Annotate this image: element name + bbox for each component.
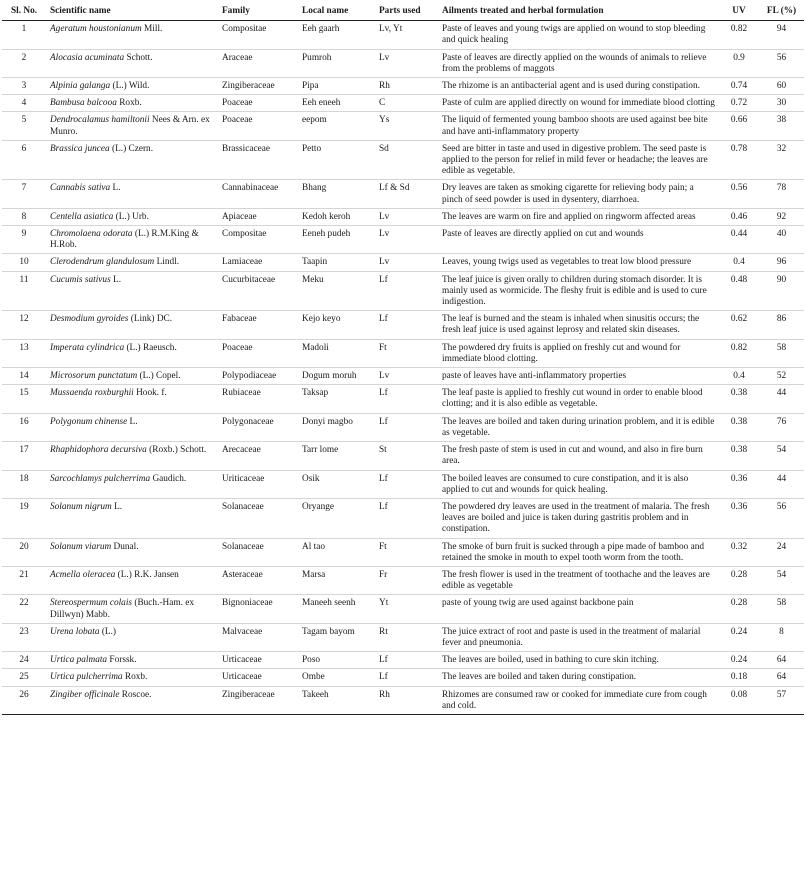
cell-uv: 0.74 bbox=[719, 78, 759, 95]
cell-sl-no: 4 bbox=[2, 95, 46, 112]
cell-fl: 44 bbox=[759, 470, 804, 498]
cell-parts-used: Lf bbox=[375, 271, 438, 311]
genus-species: Urtica palmata bbox=[50, 655, 108, 666]
cell-scientific-name bbox=[46, 339, 218, 367]
cell-parts-used: Rt bbox=[375, 623, 438, 651]
cell-sl-no: 15 bbox=[2, 385, 46, 413]
cell-fl: 78 bbox=[759, 180, 804, 208]
cell-local-name: Eeneh pudeh bbox=[298, 226, 375, 254]
genus-species: Dendrocalamus hamiltonii bbox=[50, 115, 150, 126]
table-row bbox=[2, 566, 804, 594]
cell-family: Urticaceae bbox=[218, 669, 298, 686]
genus-species: Sarcochlamys pulcherrima bbox=[50, 473, 151, 484]
cell-parts-used: Lf & Sd bbox=[375, 180, 438, 208]
cell-family: Polygonaceae bbox=[218, 413, 298, 441]
table-row bbox=[2, 538, 804, 566]
cell-scientific-name bbox=[46, 413, 218, 441]
cell-scientific-name bbox=[46, 669, 218, 686]
author-citation: L. bbox=[129, 416, 138, 427]
cell-scientific-name bbox=[46, 385, 218, 413]
author-citation: Roxb. bbox=[124, 672, 148, 683]
cell-sl-no: 14 bbox=[2, 368, 46, 385]
cell-family: Compositae bbox=[218, 226, 298, 254]
genus-species: Clerodendrum glandulosum bbox=[50, 257, 155, 268]
genus-species: Alpinia galanga bbox=[50, 81, 111, 92]
table-row bbox=[2, 21, 804, 49]
cell-parts-used: Sd bbox=[375, 140, 438, 180]
cell-scientific-name bbox=[46, 112, 218, 140]
header-family: Family bbox=[218, 4, 298, 21]
author-citation: L. bbox=[112, 183, 121, 194]
cell-sl-no: 8 bbox=[2, 208, 46, 225]
cell-scientific-name bbox=[46, 686, 218, 714]
author-citation: (L.) Copel. bbox=[139, 371, 181, 382]
cell-parts-used: Lv bbox=[375, 226, 438, 254]
cell-ailments: Paste of leaves are directly applied on cut and wounds bbox=[438, 226, 719, 254]
cell-fl: 60 bbox=[759, 78, 804, 95]
cell-uv: 0.24 bbox=[719, 623, 759, 651]
cell-local-name: Madoli bbox=[298, 339, 375, 367]
cell-scientific-name bbox=[46, 470, 218, 498]
cell-uv: 0.4 bbox=[719, 368, 759, 385]
cell-ailments: Seed are bitter in taste and used in digestive problem. The seed paste is applied to the person for relief in mild fever or headache; the leaves are edible as vegetable. bbox=[438, 140, 719, 180]
cell-local-name: Dogum moruh bbox=[298, 368, 375, 385]
cell-family: Bignoniaceae bbox=[218, 595, 298, 623]
table-row bbox=[2, 208, 804, 225]
cell-parts-used: Lv bbox=[375, 254, 438, 271]
cell-sl-no: 22 bbox=[2, 595, 46, 623]
cell-parts-used: Fr bbox=[375, 566, 438, 594]
cell-family: Solanaceae bbox=[218, 498, 298, 538]
author-citation: Roscoe. bbox=[121, 689, 152, 700]
table-row bbox=[2, 595, 804, 623]
cell-ailments: paste of young twig are used against backbone pain bbox=[438, 595, 719, 623]
cell-scientific-name bbox=[46, 226, 218, 254]
cell-family: Malvaceae bbox=[218, 623, 298, 651]
author-citation: (L.) Urb. bbox=[115, 211, 149, 222]
cell-family: Arecaceae bbox=[218, 442, 298, 470]
cell-ailments: Paste of leaves are directly applied on the wounds of animals to relieve from the problems of maggots bbox=[438, 49, 719, 77]
cell-ailments: The rhizome is an antibacterial agent and is used during constipation. bbox=[438, 78, 719, 95]
cell-scientific-name bbox=[46, 498, 218, 538]
cell-ailments: paste of leaves have anti-inflammatory properties bbox=[438, 368, 719, 385]
cell-sl-no: 11 bbox=[2, 271, 46, 311]
cell-scientific-name bbox=[46, 623, 218, 651]
cell-local-name: Pipa bbox=[298, 78, 375, 95]
cell-ailments: The juice extract of root and paste is used in the treatment of malarial fever and pneumonia. bbox=[438, 623, 719, 651]
cell-scientific-name bbox=[46, 271, 218, 311]
cell-uv: 0.18 bbox=[719, 669, 759, 686]
cell-local-name: Kejo keyo bbox=[298, 311, 375, 339]
author-citation: Dunal. bbox=[113, 541, 139, 552]
cell-local-name: Ombe bbox=[298, 669, 375, 686]
cell-sl-no: 6 bbox=[2, 140, 46, 180]
cell-family: Apiaceae bbox=[218, 208, 298, 225]
cell-fl: 32 bbox=[759, 140, 804, 180]
cell-uv: 0.78 bbox=[719, 140, 759, 180]
header-fl: FL (%) bbox=[759, 4, 804, 21]
cell-family: Cucurbitaceae bbox=[218, 271, 298, 311]
cell-family: Poaceae bbox=[218, 95, 298, 112]
cell-scientific-name bbox=[46, 95, 218, 112]
author-citation: (L.) Czern. bbox=[111, 143, 154, 154]
cell-local-name: Taksap bbox=[298, 385, 375, 413]
cell-scientific-name bbox=[46, 49, 218, 77]
cell-uv: 0.38 bbox=[719, 413, 759, 441]
cell-local-name: eepom bbox=[298, 112, 375, 140]
cell-sl-no: 23 bbox=[2, 623, 46, 651]
cell-uv: 0.28 bbox=[719, 566, 759, 594]
cell-sl-no: 5 bbox=[2, 112, 46, 140]
cell-ailments: The fresh paste of stem is used in cut and wound, and also in fire burn area. bbox=[438, 442, 719, 470]
cell-family: Cannabinaceae bbox=[218, 180, 298, 208]
author-citation: (L.) R.K. Jansen bbox=[117, 569, 179, 580]
cell-family: Fabaceae bbox=[218, 311, 298, 339]
author-citation: Hook. f. bbox=[136, 388, 167, 399]
cell-parts-used: Rh bbox=[375, 78, 438, 95]
genus-species: Urtica pulcherrima bbox=[50, 672, 123, 683]
cell-fl: 76 bbox=[759, 413, 804, 441]
genus-species: Cucumis sativus bbox=[50, 274, 111, 285]
cell-family: Lamiaceae bbox=[218, 254, 298, 271]
cell-ailments: The leaf is burned and the steam is inhaled when sinusitis occurs; the fresh leaf juice is used against leprosy and related skin diseases. bbox=[438, 311, 719, 339]
genus-species: Zingiber officinale bbox=[50, 689, 120, 700]
cell-scientific-name bbox=[46, 21, 218, 49]
cell-ailments: The fresh flower is used in the treatment of toothache and the leaves are edible as vegetable bbox=[438, 566, 719, 594]
cell-local-name: Eeh gaarh bbox=[298, 21, 375, 49]
cell-local-name: Eeh eneeh bbox=[298, 95, 375, 112]
cell-family: Poaceae bbox=[218, 112, 298, 140]
cell-scientific-name bbox=[46, 368, 218, 385]
genus-species: Centella asiatica bbox=[50, 211, 114, 222]
cell-family: Zingiberaceae bbox=[218, 78, 298, 95]
cell-uv: 0.82 bbox=[719, 21, 759, 49]
cell-ailments: Dry leaves are taken as smoking cigarette for relieving body pain; a pinch of seed powder is used in dysentery, diarrhoea. bbox=[438, 180, 719, 208]
cell-parts-used: Lf bbox=[375, 470, 438, 498]
table-row bbox=[2, 180, 804, 208]
table-row bbox=[2, 368, 804, 385]
cell-fl: 44 bbox=[759, 385, 804, 413]
header-ailments: Ailments treated and herbal formulation bbox=[438, 4, 719, 21]
table-row bbox=[2, 112, 804, 140]
author-citation: (L.) bbox=[101, 626, 117, 637]
cell-ailments: The liquid of fermented young bamboo shoots are used against bee bite and have anti-inflammatory property bbox=[438, 112, 719, 140]
cell-uv: 0.66 bbox=[719, 112, 759, 140]
cell-sl-no: 19 bbox=[2, 498, 46, 538]
cell-uv: 0.48 bbox=[719, 271, 759, 311]
genus-species: Ageratum houstonianum bbox=[50, 24, 142, 35]
cell-local-name: Donyi magbo bbox=[298, 413, 375, 441]
header-uv: UV bbox=[719, 4, 759, 21]
cell-scientific-name bbox=[46, 442, 218, 470]
table-row bbox=[2, 413, 804, 441]
table-row bbox=[2, 254, 804, 271]
author-citation: (L.) R.M.King & H.Rob. bbox=[50, 229, 199, 251]
genus-species: Stereospermum colais bbox=[50, 598, 133, 609]
cell-parts-used: C bbox=[375, 95, 438, 112]
table-body bbox=[2, 21, 804, 715]
cell-parts-used: Lv bbox=[375, 208, 438, 225]
genus-species: Polygonum chinense bbox=[50, 416, 128, 427]
cell-uv: 0.4 bbox=[719, 254, 759, 271]
cell-fl: 94 bbox=[759, 21, 804, 49]
author-citation: (Link) DC. bbox=[130, 314, 173, 325]
cell-uv: 0.24 bbox=[719, 652, 759, 669]
author-citation: L. bbox=[113, 274, 122, 285]
cell-fl: 30 bbox=[759, 95, 804, 112]
cell-fl: 90 bbox=[759, 271, 804, 311]
cell-parts-used: Lf bbox=[375, 413, 438, 441]
cell-parts-used: Lv bbox=[375, 49, 438, 77]
header-scientific-name: Scientific name bbox=[46, 4, 218, 21]
cell-parts-used: Ys bbox=[375, 112, 438, 140]
table-row bbox=[2, 385, 804, 413]
cell-scientific-name bbox=[46, 566, 218, 594]
cell-ailments: The leaf paste is applied to freshly cut wound in order to enable blood clotting; and it is also edible as vegetable. bbox=[438, 385, 719, 413]
cell-family: Asteraceae bbox=[218, 566, 298, 594]
cell-parts-used: Lf bbox=[375, 652, 438, 669]
cell-ailments: Paste of culm are applied directly on wound for immediate blood clotting bbox=[438, 95, 719, 112]
genus-species: Chromolaena odorata bbox=[50, 229, 133, 240]
cell-parts-used: Lv bbox=[375, 368, 438, 385]
cell-ailments: The leaves are warm on fire and applied on ringworm affected areas bbox=[438, 208, 719, 225]
cell-sl-no: 20 bbox=[2, 538, 46, 566]
cell-family: Rubiaceae bbox=[218, 385, 298, 413]
cell-uv: 0.9 bbox=[719, 49, 759, 77]
cell-fl: 64 bbox=[759, 669, 804, 686]
cell-fl: 57 bbox=[759, 686, 804, 714]
cell-fl: 52 bbox=[759, 368, 804, 385]
cell-family: Zingiberaceae bbox=[218, 686, 298, 714]
cell-uv: 0.38 bbox=[719, 442, 759, 470]
cell-uv: 0.72 bbox=[719, 95, 759, 112]
table-row bbox=[2, 226, 804, 254]
cell-fl: 8 bbox=[759, 623, 804, 651]
cell-scientific-name bbox=[46, 140, 218, 180]
cell-parts-used: St bbox=[375, 442, 438, 470]
header-parts-used: Parts used bbox=[375, 4, 438, 21]
genus-species: Microsorum punctatum bbox=[50, 371, 138, 382]
cell-local-name: Maneeh seenh bbox=[298, 595, 375, 623]
cell-scientific-name bbox=[46, 180, 218, 208]
cell-sl-no: 25 bbox=[2, 669, 46, 686]
genus-species: Alocasia acuminata bbox=[50, 52, 125, 63]
cell-uv: 0.56 bbox=[719, 180, 759, 208]
cell-uv: 0.36 bbox=[719, 498, 759, 538]
cell-ailments: The leaves are boiled, used in bathing to cure skin itching. bbox=[438, 652, 719, 669]
cell-sl-no: 10 bbox=[2, 254, 46, 271]
cell-sl-no: 13 bbox=[2, 339, 46, 367]
author-citation: Gaudich. bbox=[152, 473, 187, 484]
cell-family: Solanaceae bbox=[218, 538, 298, 566]
cell-fl: 38 bbox=[759, 112, 804, 140]
author-citation: Forssk. bbox=[109, 655, 137, 666]
cell-sl-no: 7 bbox=[2, 180, 46, 208]
cell-sl-no: 26 bbox=[2, 686, 46, 714]
author-citation: Mill. bbox=[144, 24, 163, 35]
cell-family: Brassicaceae bbox=[218, 140, 298, 180]
cell-local-name: Tarr lome bbox=[298, 442, 375, 470]
table-row bbox=[2, 652, 804, 669]
cell-fl: 92 bbox=[759, 208, 804, 225]
cell-sl-no: 12 bbox=[2, 311, 46, 339]
cell-ailments: The powdered dry leaves are used in the treatment of malaria. The fresh leaves are boiled and juice is taken during gastritis problem and in constipation. bbox=[438, 498, 719, 538]
table-row bbox=[2, 311, 804, 339]
cell-fl: 64 bbox=[759, 652, 804, 669]
cell-scientific-name bbox=[46, 595, 218, 623]
cell-ailments: The boiled leaves are consumed to cure constipation, and it is also applied to cut and wounds for quick healing. bbox=[438, 470, 719, 498]
cell-ailments: The leaves are boiled and taken during urination problem, and it is edible as vegetable. bbox=[438, 413, 719, 441]
author-citation: (L.) Wild. bbox=[112, 81, 150, 92]
cell-family: Polypodiaceae bbox=[218, 368, 298, 385]
cell-fl: 56 bbox=[759, 498, 804, 538]
genus-species: Brassica juncea bbox=[50, 143, 110, 154]
cell-sl-no: 17 bbox=[2, 442, 46, 470]
cell-parts-used: Ft bbox=[375, 339, 438, 367]
cell-sl-no: 2 bbox=[2, 49, 46, 77]
genus-species: Mussaenda roxburghii bbox=[50, 388, 134, 399]
cell-local-name: Kedoh keroh bbox=[298, 208, 375, 225]
cell-uv: 0.46 bbox=[719, 208, 759, 225]
header-sl-no: Sl. No. bbox=[2, 4, 46, 21]
table-row bbox=[2, 339, 804, 367]
cell-family: Urticaceae bbox=[218, 652, 298, 669]
cell-uv: 0.32 bbox=[719, 538, 759, 566]
cell-uv: 0.62 bbox=[719, 311, 759, 339]
table-row bbox=[2, 498, 804, 538]
table-row bbox=[2, 470, 804, 498]
cell-sl-no: 3 bbox=[2, 78, 46, 95]
cell-local-name: Poso bbox=[298, 652, 375, 669]
cell-sl-no: 16 bbox=[2, 413, 46, 441]
cell-ailments: The leaf juice is given orally to children during stomach disorder. It is mainly used as wormicide. The fleshy fruit is edible and is used to cure indigestion. bbox=[438, 271, 719, 311]
cell-parts-used: Lv, Yt bbox=[375, 21, 438, 49]
cell-scientific-name bbox=[46, 208, 218, 225]
table-row bbox=[2, 442, 804, 470]
cell-parts-used: Lf bbox=[375, 385, 438, 413]
cell-parts-used: Lf bbox=[375, 311, 438, 339]
cell-parts-used: Lf bbox=[375, 669, 438, 686]
cell-uv: 0.08 bbox=[719, 686, 759, 714]
cell-scientific-name bbox=[46, 254, 218, 271]
cell-ailments: The leaves are boiled and taken during constipation. bbox=[438, 669, 719, 686]
cell-local-name: Takeeh bbox=[298, 686, 375, 714]
cell-sl-no: 9 bbox=[2, 226, 46, 254]
cell-local-name: Petto bbox=[298, 140, 375, 180]
genus-species: Desmodium gyroides bbox=[50, 314, 129, 325]
cell-ailments: Paste of leaves and young twigs are applied on wound to stop bleeding and quick healing bbox=[438, 21, 719, 49]
table-row bbox=[2, 140, 804, 180]
author-citation: (Buch.-Ham. ex Dillwyn) Mabb. bbox=[50, 598, 194, 620]
cell-ailments: Rhizomes are consumed raw or cooked for immediate cure from cough and cold. bbox=[438, 686, 719, 714]
author-citation: (L.) Raeusch. bbox=[126, 342, 177, 353]
author-citation: Nees & Arn. ex Munro. bbox=[50, 115, 210, 137]
cell-family: Uriticaceae bbox=[218, 470, 298, 498]
cell-local-name: Marsa bbox=[298, 566, 375, 594]
genus-species: Imperata cylindrica bbox=[50, 342, 125, 353]
genus-species: Acmella oleracea bbox=[50, 569, 116, 580]
cell-local-name: Taapin bbox=[298, 254, 375, 271]
header-local-name: Local name bbox=[298, 4, 375, 21]
cell-fl: 96 bbox=[759, 254, 804, 271]
cell-fl: 40 bbox=[759, 226, 804, 254]
genus-species: Bambusa balcooa bbox=[50, 98, 117, 109]
cell-fl: 56 bbox=[759, 49, 804, 77]
table-row bbox=[2, 49, 804, 77]
author-citation: Lindl. bbox=[156, 257, 180, 268]
cell-sl-no: 18 bbox=[2, 470, 46, 498]
cell-sl-no: 21 bbox=[2, 566, 46, 594]
cell-local-name: Osik bbox=[298, 470, 375, 498]
cell-parts-used: Rh bbox=[375, 686, 438, 714]
cell-local-name: Oryange bbox=[298, 498, 375, 538]
cell-uv: 0.28 bbox=[719, 595, 759, 623]
cell-sl-no: 1 bbox=[2, 21, 46, 49]
cell-parts-used: Lf bbox=[375, 498, 438, 538]
author-citation: Roxb. bbox=[119, 98, 142, 109]
cell-ailments: The powdered dry fruits is applied on freshly cut and wound for immediate blood clotting. bbox=[438, 339, 719, 367]
cell-parts-used: Yt bbox=[375, 595, 438, 623]
cell-fl: 54 bbox=[759, 566, 804, 594]
cell-ailments: The smoke of burn fruit is sucked through a pipe made of bamboo and retained the smoke in mouth to expel tooth worm from the tooth. bbox=[438, 538, 719, 566]
cell-uv: 0.44 bbox=[719, 226, 759, 254]
author-citation: L. bbox=[114, 501, 123, 512]
cell-family: Araceae bbox=[218, 49, 298, 77]
genus-species: Solanum viarum bbox=[50, 541, 112, 552]
cell-local-name: Pumroh bbox=[298, 49, 375, 77]
cell-family: Compositae bbox=[218, 21, 298, 49]
genus-species: Rhaphidophora decursiva bbox=[50, 445, 147, 456]
cell-uv: 0.82 bbox=[719, 339, 759, 367]
table-row bbox=[2, 78, 804, 95]
table-row bbox=[2, 686, 804, 714]
cell-local-name: Tagam bayom bbox=[298, 623, 375, 651]
cell-ailments: Leaves, young twigs used as vegetables to treat low blood pressure bbox=[438, 254, 719, 271]
cell-scientific-name bbox=[46, 78, 218, 95]
author-citation: (Roxb.) Schott. bbox=[149, 445, 207, 456]
genus-species: Solanum nigrum bbox=[50, 501, 112, 512]
cell-uv: 0.38 bbox=[719, 385, 759, 413]
author-citation: Schott. bbox=[126, 52, 153, 63]
table-header-row bbox=[2, 4, 804, 21]
table-row bbox=[2, 623, 804, 651]
cell-sl-no: 24 bbox=[2, 652, 46, 669]
cell-fl: 54 bbox=[759, 442, 804, 470]
table-row bbox=[2, 95, 804, 112]
ethnobotany-table bbox=[2, 3, 804, 715]
cell-uv: 0.36 bbox=[719, 470, 759, 498]
table-row bbox=[2, 271, 804, 311]
genus-species: Urena lobata bbox=[50, 626, 100, 637]
table-row bbox=[2, 669, 804, 686]
genus-species: Cannabis sativa bbox=[50, 183, 111, 194]
cell-local-name: Bhang bbox=[298, 180, 375, 208]
cell-fl: 58 bbox=[759, 595, 804, 623]
cell-scientific-name bbox=[46, 311, 218, 339]
cell-scientific-name bbox=[46, 652, 218, 669]
cell-fl: 58 bbox=[759, 339, 804, 367]
cell-local-name: Meku bbox=[298, 271, 375, 311]
cell-scientific-name bbox=[46, 538, 218, 566]
cell-family: Poaceae bbox=[218, 339, 298, 367]
cell-local-name: Al tao bbox=[298, 538, 375, 566]
cell-fl: 24 bbox=[759, 538, 804, 566]
cell-parts-used: Ft bbox=[375, 538, 438, 566]
cell-fl: 86 bbox=[759, 311, 804, 339]
